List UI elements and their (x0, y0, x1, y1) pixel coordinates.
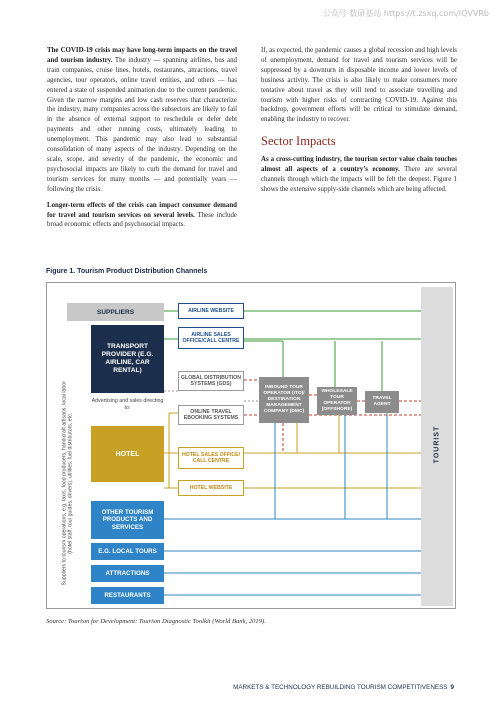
left-p2-lead: Longer-term effects of the crisis can impact consumer demand for travel and tourism services on several levels. (47, 201, 237, 219)
figure-title: Figure 1. Tourism Product Distribution Channels (46, 268, 208, 275)
section-heading: Sector Impacts (261, 134, 336, 149)
attractions-box: ATTRACTIONS (91, 565, 164, 582)
figure-source: Source: Tourism for Development: Tourism Diagnostic Toolkit (World Bank, 2019). (46, 618, 266, 625)
right-p2-lead: As a cross-cutting industry, the tourism sector value chain touches almost all aspects of a country’s economy. (261, 156, 457, 174)
page-number: 9 (450, 684, 454, 691)
left-p2-body: These include broad economic effects and psychosocial impacts. (47, 211, 237, 229)
directing-note: Advertising and sales directing to: (91, 398, 164, 411)
page-footer (233, 684, 454, 691)
travel-agent-box: TRAVEL AGENT (365, 391, 399, 413)
footer-text: MARKETS & TECHNOLOGY REBUILDING TOURISM COMPETITIVENESS (233, 684, 448, 691)
hotel-box: HOTEL (91, 426, 164, 482)
wholesale-operator-box: WHOLESALE TOUR OPERATOR (OFFSHORE) (317, 387, 357, 415)
ota-channel: ONLINE TRAVEL EBOOKING SYSTEMS (178, 405, 244, 425)
right-paragraph-1: If, as expected, the pandemic causes a global recession and high levels of unemployment, demand for travel and tourism services will be suppressed by a downturn in disposable income and lower levels of business activity. The crisis is also likely to make consumers more tentative about travel as they will tend to associate travelling and tourism with higher risks of contracting COVID-19. Against this backdrop, government efforts will be critical to stimulate demand, enabling the industry to recover. (261, 47, 457, 124)
other-tourism-box: OTHER TOURISM PRODUCTS AND SERVICES (91, 501, 164, 539)
airline-website-channel: AIRLINE WEBSITE (178, 303, 244, 319)
hotel-website-channel: HOTEL WEBSITE (178, 480, 244, 496)
right-paragraph-2 (261, 155, 457, 195)
inbound-operator-box: INBOUND TOUR OPERATOR (ITO)/ DESTINATION MANAGEMENT COMPANY (DMC) (259, 377, 309, 423)
hotel-sales-channel: HOTEL SALES OFFICE/ CALL CENTRE (178, 447, 244, 469)
gds-channel: GLOBAL DISTRIBUTION SYSTEMS (GDS) (178, 371, 244, 391)
airline-sales-channel: AIRLINE SALES OFFICE/CALL CENTRE (178, 327, 244, 349)
tourist-label: TOURIST (433, 425, 441, 464)
watermark: 公众号·数研基站 https://t.zsxq.com/IQVVRb (322, 9, 489, 18)
local-tours-box: E.G. LOCAL TOURS (91, 543, 164, 560)
right-column (261, 46, 457, 201)
right-p2-body: There are several channels through which the impacts will be felt the deepest. Figure 1 shows the extensive supply-side channels which are being affected. (261, 166, 457, 193)
suppliers-header: SUPPLIERS (67, 303, 164, 321)
left-p1-lead: The COVID-19 crisis may have long-term impacts on the travel and tourism industry. (47, 47, 237, 64)
transport-provider-box: TRANSPORT PROVIDER (E.G. AIRLINE, CAR RENTAL) (91, 325, 164, 393)
left-paragraph-2 (47, 201, 237, 231)
distribution-diagram (46, 282, 456, 609)
left-column (47, 46, 237, 236)
left-p1-body: The industry — spanning airlines, bus and train companies, cruise lines, hotels, restaurants, attractions, travel agencies, tour operators, online travel entities, and others — has entered a state of suspended animation due to the current pandemic. Given the narrow margins and low cash reserves that characterize the industry, many companies across the subsectors are likely to fail in the absence of external support to reschedule or defer debt payments and other running costs, ultimately leading to unemployment. This pandemic may also lead to substantial consolidation of many aspects of the industry. Depending on the scale, scope, and severity of the pandemic, the economic and psychosocial impacts are likely to curb the demand for travel and tourism services for many months — and potentially years — following the crisis. (47, 56, 237, 193)
restaurants-box: RESTAURANTS (91, 587, 164, 604)
left-paragraph-1 (47, 46, 237, 195)
suppliers-vertical-label: Suppliers to tourism operations, e.g. taxis, food producers, handicraft artisans, local labor (hotel staff, tour guides, drivers), utilities, fuel distributors, etc. (61, 381, 74, 586)
